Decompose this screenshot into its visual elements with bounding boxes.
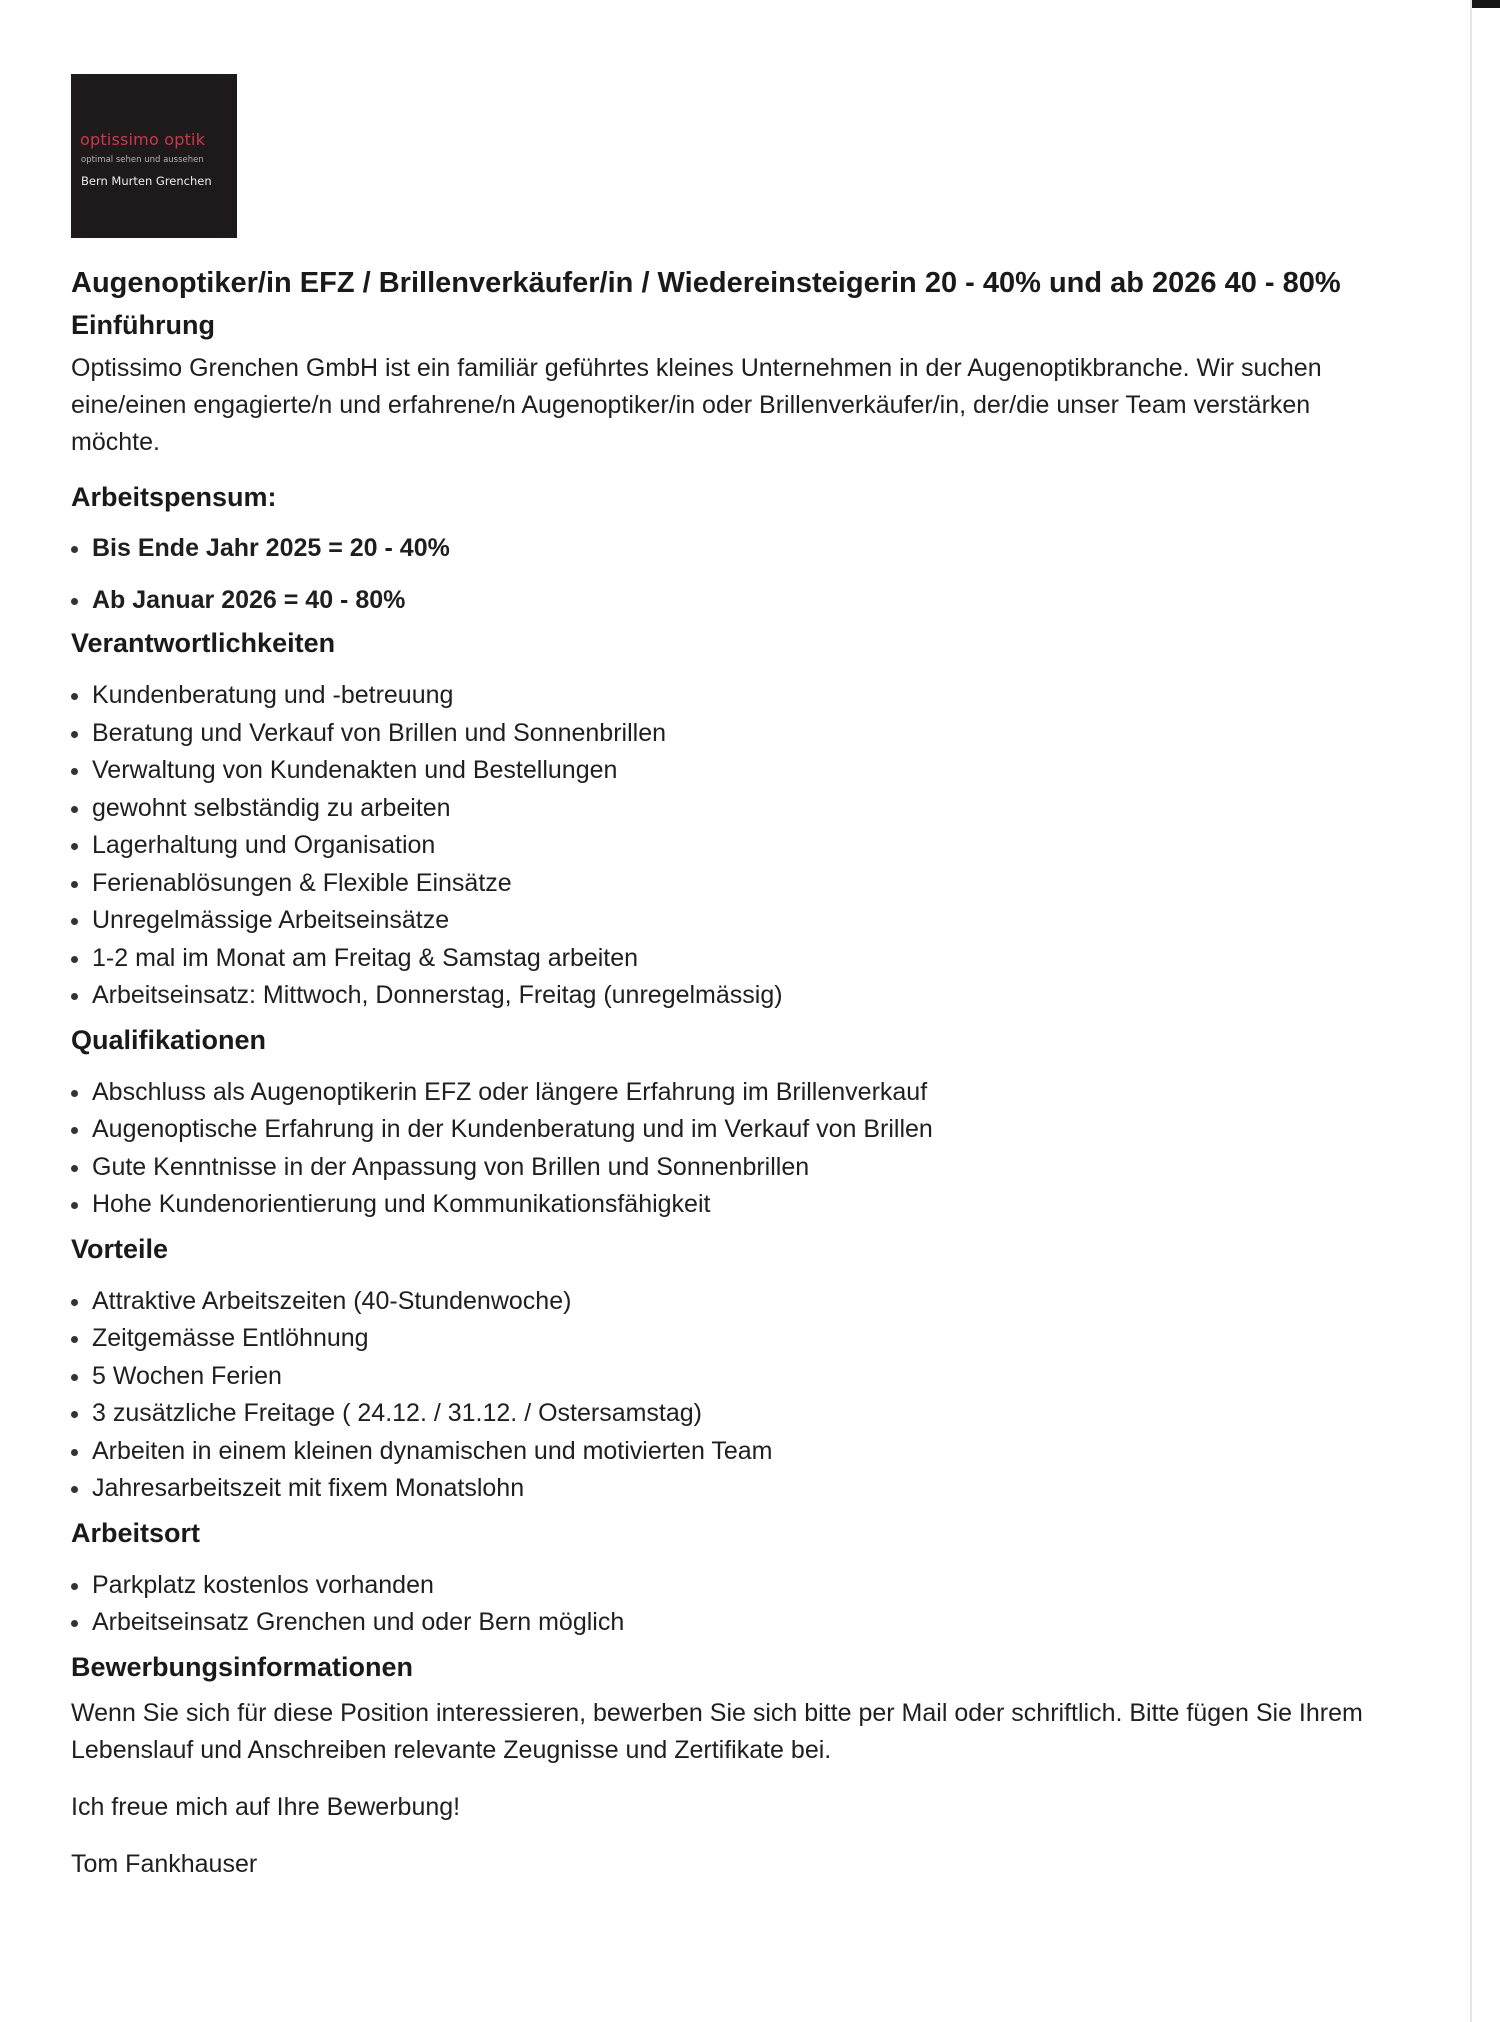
introduction-text: Optissimo Grenchen GmbH ist ein familiär geführtes kleines Unternehmen in der Augenoptikbranche. Wir suchen eine/einen engagierte/n und erfahrene/n Augenoptiker/in oder Brillenverkäufer/in, der/die unser Team verstärken möchte. xyxy=(71,354,1322,456)
logo-slogan: optimal sehen und aussehen xyxy=(81,155,204,165)
scan-edge xyxy=(1470,0,1472,2022)
list-item: Lagerhaltung und Organisation xyxy=(71,827,1391,865)
list-item: Gute Kenntnisse in der Anpassung von Brillen und Sonnenbrillen xyxy=(71,1149,1391,1187)
job-title: Augenoptiker/in EFZ / Brillenverkäufer/in / Wiedereinsteigerin 20 - 40% und ab 2026 40 - 80% xyxy=(71,267,1341,299)
list-item: Hohe Kundenorientierung und Kommunikationsfähigkeit xyxy=(71,1186,1391,1224)
list-item: Jahresarbeitszeit mit fixem Monatslohn xyxy=(71,1470,1391,1508)
list-item: Kundenberatung und -betreuung xyxy=(71,677,1391,715)
list-item: Bis Ende Jahr 2025 = 20 - 40% xyxy=(71,523,1391,575)
list-item: Zeitgemässe Entlöhnung xyxy=(71,1320,1391,1358)
workload-list xyxy=(71,523,1391,626)
scan-corner xyxy=(1472,0,1500,8)
list-item: Parkplatz kostenlos vorhanden xyxy=(71,1567,1391,1605)
application-text: Wenn Sie sich für diese Position interessieren, bewerben Sie sich bitte per Mail oder schriftlich. Bitte fügen Sie Ihrem Lebenslauf und Anschreiben relevante Zeugnisse und Zertifikate bei. xyxy=(71,1698,1363,1764)
list-item: Ab Januar 2026 = 40 - 80% xyxy=(71,575,1391,627)
list-item: Ferienablösungen & Flexible Einsätze xyxy=(71,865,1391,903)
list-item: 1-2 mal im Monat am Freitag & Samstag arbeiten xyxy=(71,940,1391,978)
list-item: Arbeitseinsatz Grenchen und oder Bern möglich xyxy=(71,1604,1391,1642)
qualifications-heading: Qualifikationen xyxy=(71,1024,267,1055)
location-list xyxy=(71,1567,1391,1642)
list-item: Attraktive Arbeitszeiten (40-Stundenwoche) xyxy=(71,1283,1391,1321)
workload-heading: Arbeitspensum: xyxy=(71,482,277,512)
list-item: Beratung und Verkauf von Brillen und Sonnenbrillen xyxy=(71,715,1391,753)
benefits-heading: Vorteile xyxy=(71,1233,169,1264)
list-item: gewohnt selbständig zu arbeiten xyxy=(71,790,1391,828)
company-logo xyxy=(71,74,237,238)
list-item: Arbeitseinsatz: Mittwoch, Donnerstag, Freitag (unregelmässig) xyxy=(71,977,1391,1015)
closing-line: Ich freue mich auf Ihre Bewerbung! xyxy=(71,1792,461,1821)
list-item: Abschluss als Augenoptikerin EFZ oder längere Erfahrung im Brillenverkauf xyxy=(71,1074,1391,1112)
list-item: Unregelmässige Arbeitseinsätze xyxy=(71,902,1391,940)
responsibilities-heading: Verantwortlichkeiten xyxy=(71,628,336,658)
logo-cities: Bern Murten Grenchen xyxy=(81,174,212,188)
list-item: 5 Wochen Ferien xyxy=(71,1358,1391,1396)
list-item: 3 zusätzliche Freitage ( 24.12. / 31.12. / Ostersamstag) xyxy=(71,1395,1391,1433)
introduction-heading: Einführung xyxy=(71,310,215,340)
list-item: Augenoptische Erfahrung in der Kundenberatung und im Verkauf von Brillen xyxy=(71,1111,1391,1149)
list-item: Arbeiten in einem kleinen dynamischen und motivierten Team xyxy=(71,1433,1391,1471)
qualifications-list xyxy=(71,1074,1391,1224)
signature-name: Tom Fankhauser xyxy=(71,1849,258,1878)
logo-brand: optissimo optik xyxy=(80,130,206,149)
document-page xyxy=(71,74,1391,1883)
benefits-list xyxy=(71,1283,1391,1508)
location-heading: Arbeitsort xyxy=(71,1517,201,1548)
responsibilities-list xyxy=(71,677,1391,1015)
list-item: Verwaltung von Kundenakten und Bestellungen xyxy=(71,752,1391,790)
application-heading: Bewerbungsinformationen xyxy=(71,1651,414,1682)
